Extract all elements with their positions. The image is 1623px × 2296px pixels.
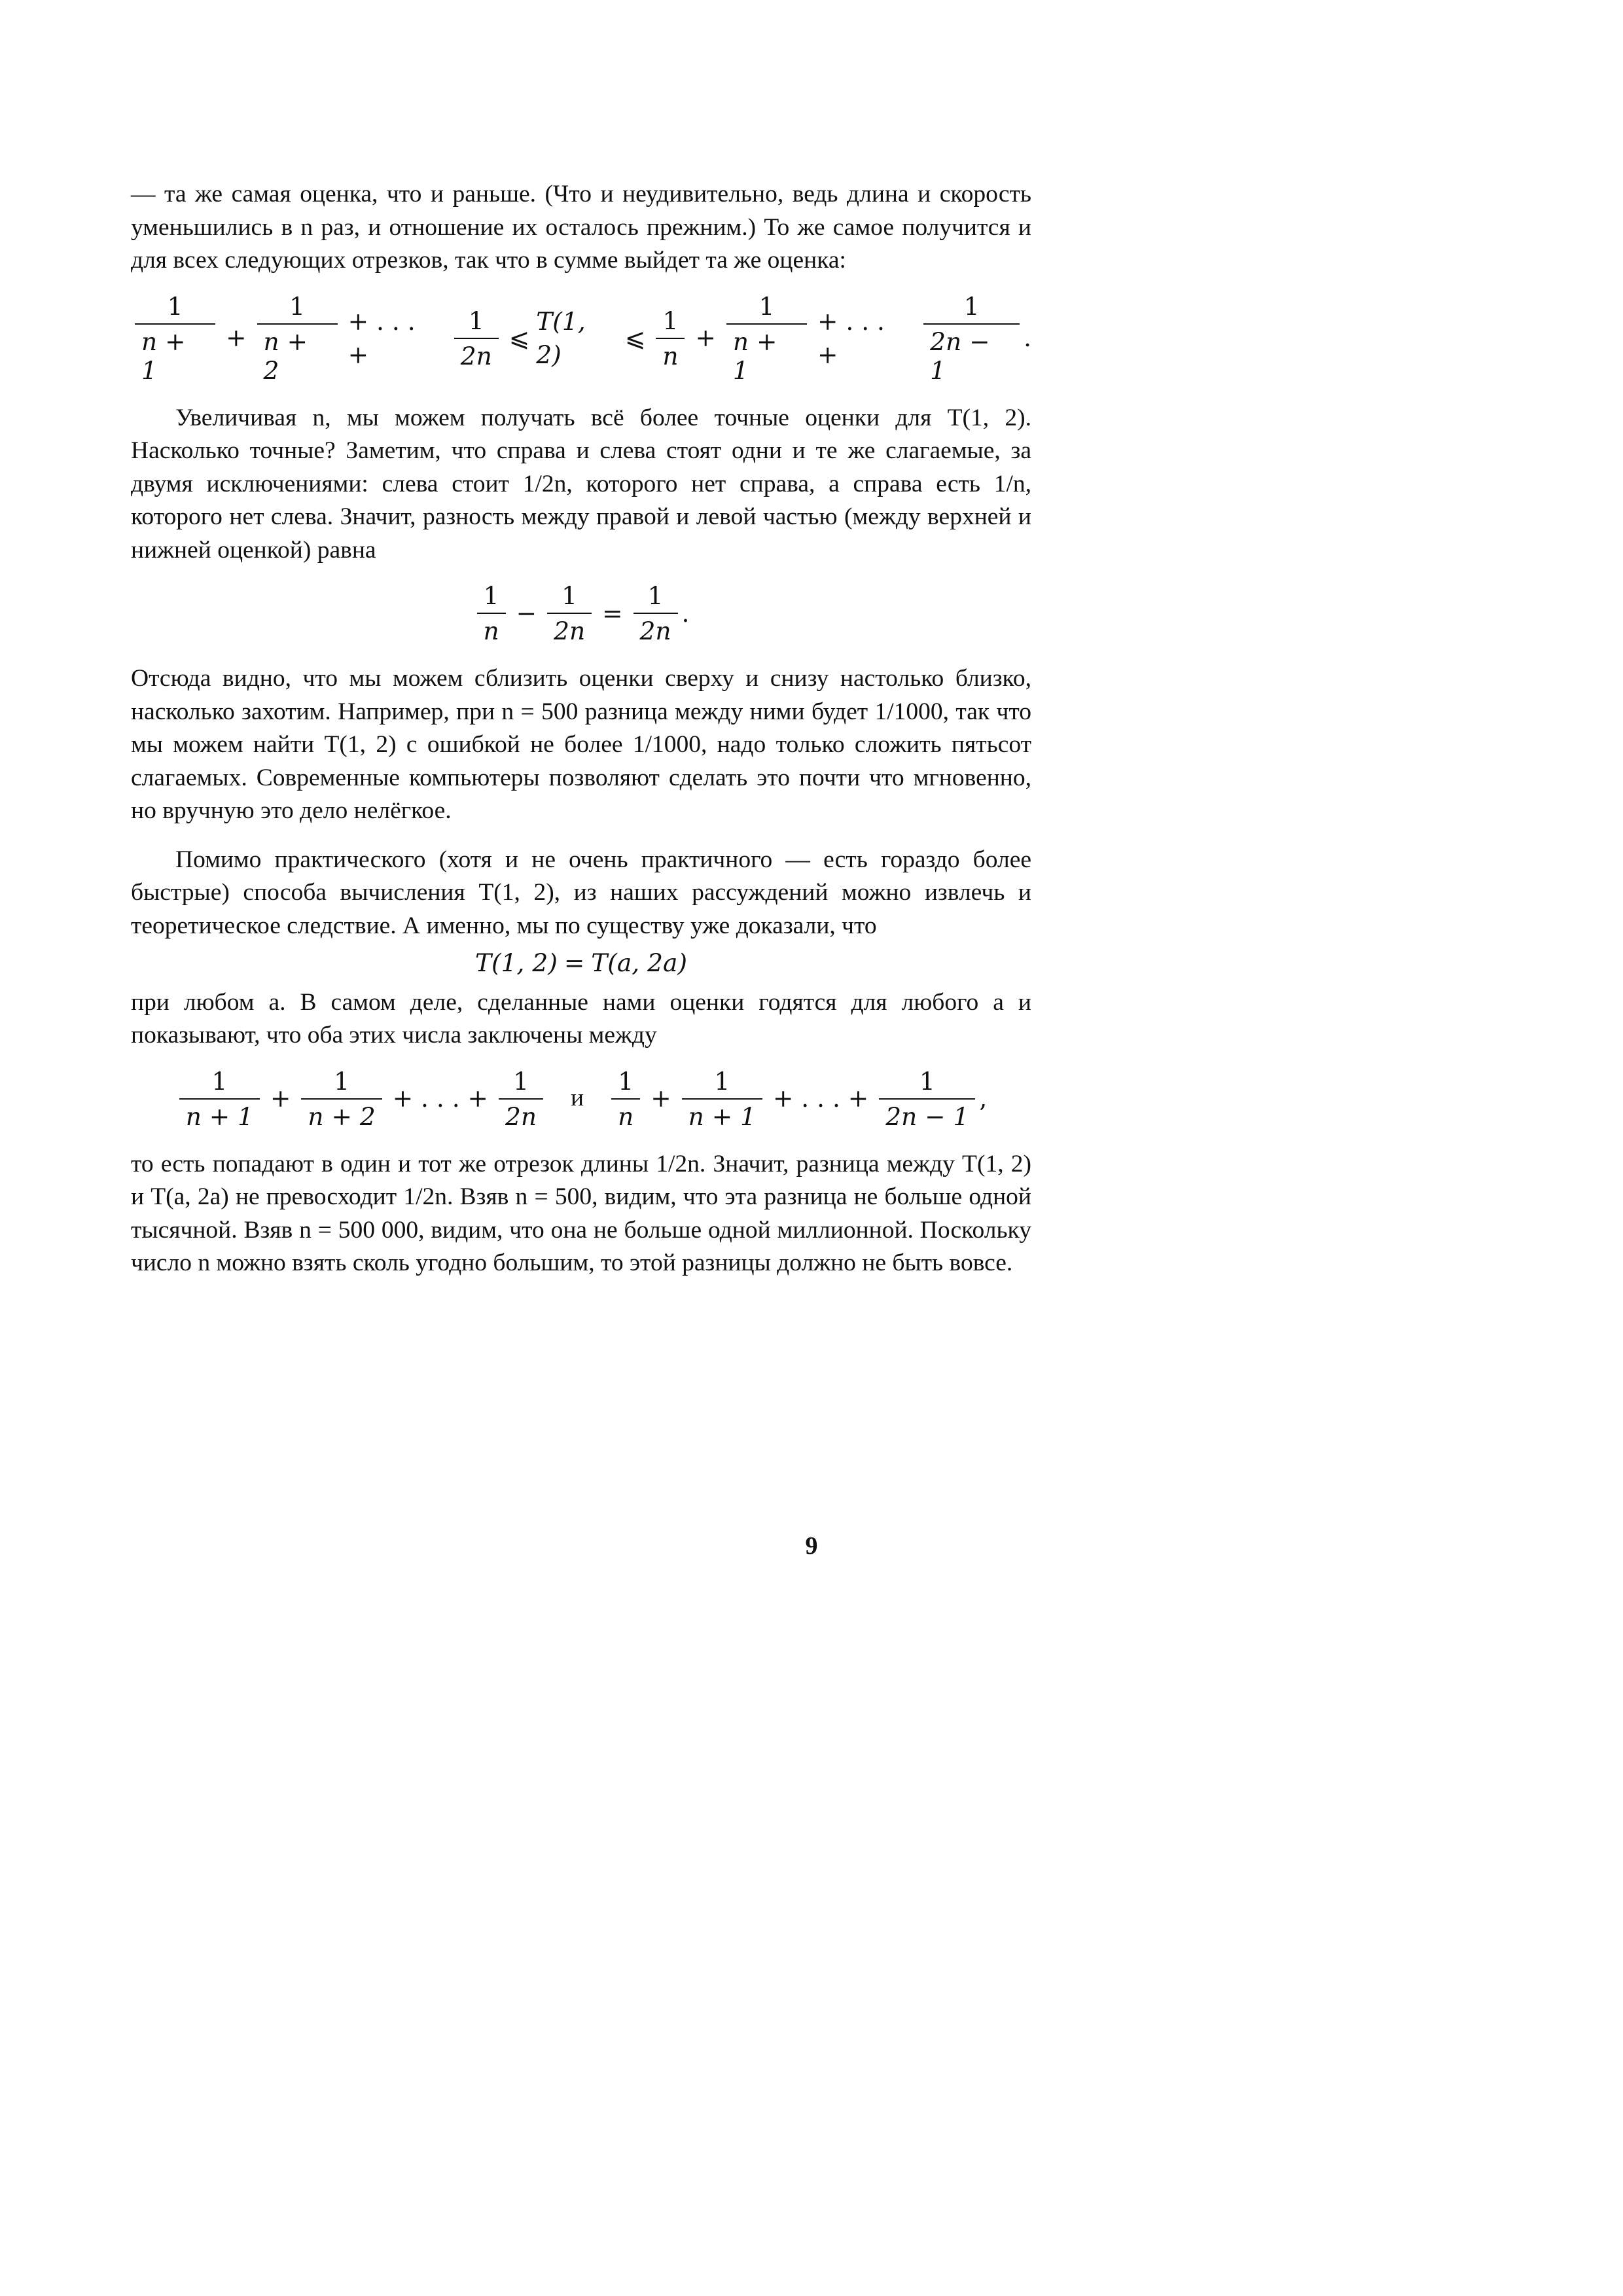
fraction: $\frac{1}{2n}$ <box>633 581 678 645</box>
fraction: $\frac{1}{n}$ <box>477 581 506 645</box>
fraction: $\frac{1}{n}$ <box>611 1067 640 1131</box>
difference-formula: $\frac{1}{n}$ − $\frac{1}{2n}$ = $\frac{1}{2n}$ . <box>131 581 1031 645</box>
page-body <box>131 178 1031 1280</box>
inequality-formula: $\frac{1}{n + 1}$ + $\frac{1}{n + 2}$ + . . . + $\frac{1}{2n}$ ⩽ T(1, 2) ⩽ $\frac{1}{n}$ + $\frac{1}{n + 1}$ + . . . + $\frac{1}{2n - 1}$ . <box>131 292 1031 385</box>
fraction: $\frac{1}{n + 1}$ <box>682 1067 762 1131</box>
paragraph-1: — та же самая оценка, что и раньше. (Что и неудивительно, ведь длина и скорость уменьшились в n раз, и отношение их осталось прежним.) То же самое получится и для всех следующих отрезков, так что в сумме выйдет та же оценка: <box>131 181 1031 274</box>
bounds-formula: $\frac{1}{n + 1}$ + $\frac{1}{n + 2}$ + . . . + $\frac{1}{2n}$ и $\frac{1}{n}$ + $\frac{1}{n + 1}$ + . . . + $\frac{1}{2n - 1}$ , <box>131 1067 1031 1131</box>
t12-term: T(1, 2) <box>536 307 586 369</box>
fraction: $\frac{1}{n + 1}$ <box>179 1067 260 1131</box>
fraction: $\frac{1}{n}$ <box>656 306 685 370</box>
paragraph-6: то есть попадают в один и тот же отрезок длины 1/2n. Значит, разница между T(1, 2) и T(a, 2a) не превосходит 1/2n. Взяв n = 500, видим, что эта разница не больше одной тысячной. Взяв n = 500 000, видим, что она не больше одной миллионной. Поскольку число n можно взять сколь угодно большим, то этой разницы должно не быть вовсе. <box>131 1150 1031 1276</box>
paragraph-3: Отсюда видно, что мы можем сблизить оценки сверху и снизу настолько близко, насколько захотим. Например, при n = 500 разница между ними будет 1/1000, так что мы можем найти T(1, 2) с ошибкой не более 1/1000, надо только сложить пятьсот слагаемых. Современные компьютеры позволяют сделать это почти что мгновенно, но вручную это дело нелёгкое. <box>131 665 1031 824</box>
fraction: $\frac{1}{2n - 1}$ <box>879 1067 975 1131</box>
equality-formula: T(1, 2) = T(a, 2a) <box>475 948 687 977</box>
paragraph-5: при любом a. В самом деле, сделанные нами оценки годятся для любого a и показывают, что оба этих числа заключены между <box>131 988 1031 1049</box>
page-number: 9 <box>805 1532 818 1560</box>
fraction: $\frac{1}{2n}$ <box>499 1067 543 1131</box>
paragraph-4: Помимо практического (хотя и не очень практичного — есть гораздо более быстрые) способа вычисления T(1, 2), из наших рассуждений можно извлечь и теоретическое следствие. А именно, мы по существу уже доказали, что <box>131 846 1031 939</box>
paragraph-2: Увеличивая n, мы можем получать всё более точные оценки для T(1, 2). Насколько точные? Заметим, что справа и слева стоят одни и те же слагаемые, за двумя исключениями: слева стоит 1/2n, которого нет справа, а справа есть 1/n, которого нет слева. Значит, разность между правой и левой частью (между верхней и нижней оценкой) равна <box>131 404 1031 564</box>
fraction: $\frac{1}{n + 1}$ <box>135 292 215 385</box>
fraction: $\frac{1}{2n}$ <box>547 581 592 645</box>
fraction: $\frac{1}{n + 2}$ <box>257 292 338 385</box>
fraction: $\frac{1}{n + 2}$ <box>301 1067 382 1131</box>
fraction: $\frac{1}{n + 1}$ <box>726 292 807 385</box>
fraction: $\frac{1}{2n - 1}$ <box>923 292 1020 385</box>
fraction: $\frac{1}{2n}$ <box>454 306 499 370</box>
